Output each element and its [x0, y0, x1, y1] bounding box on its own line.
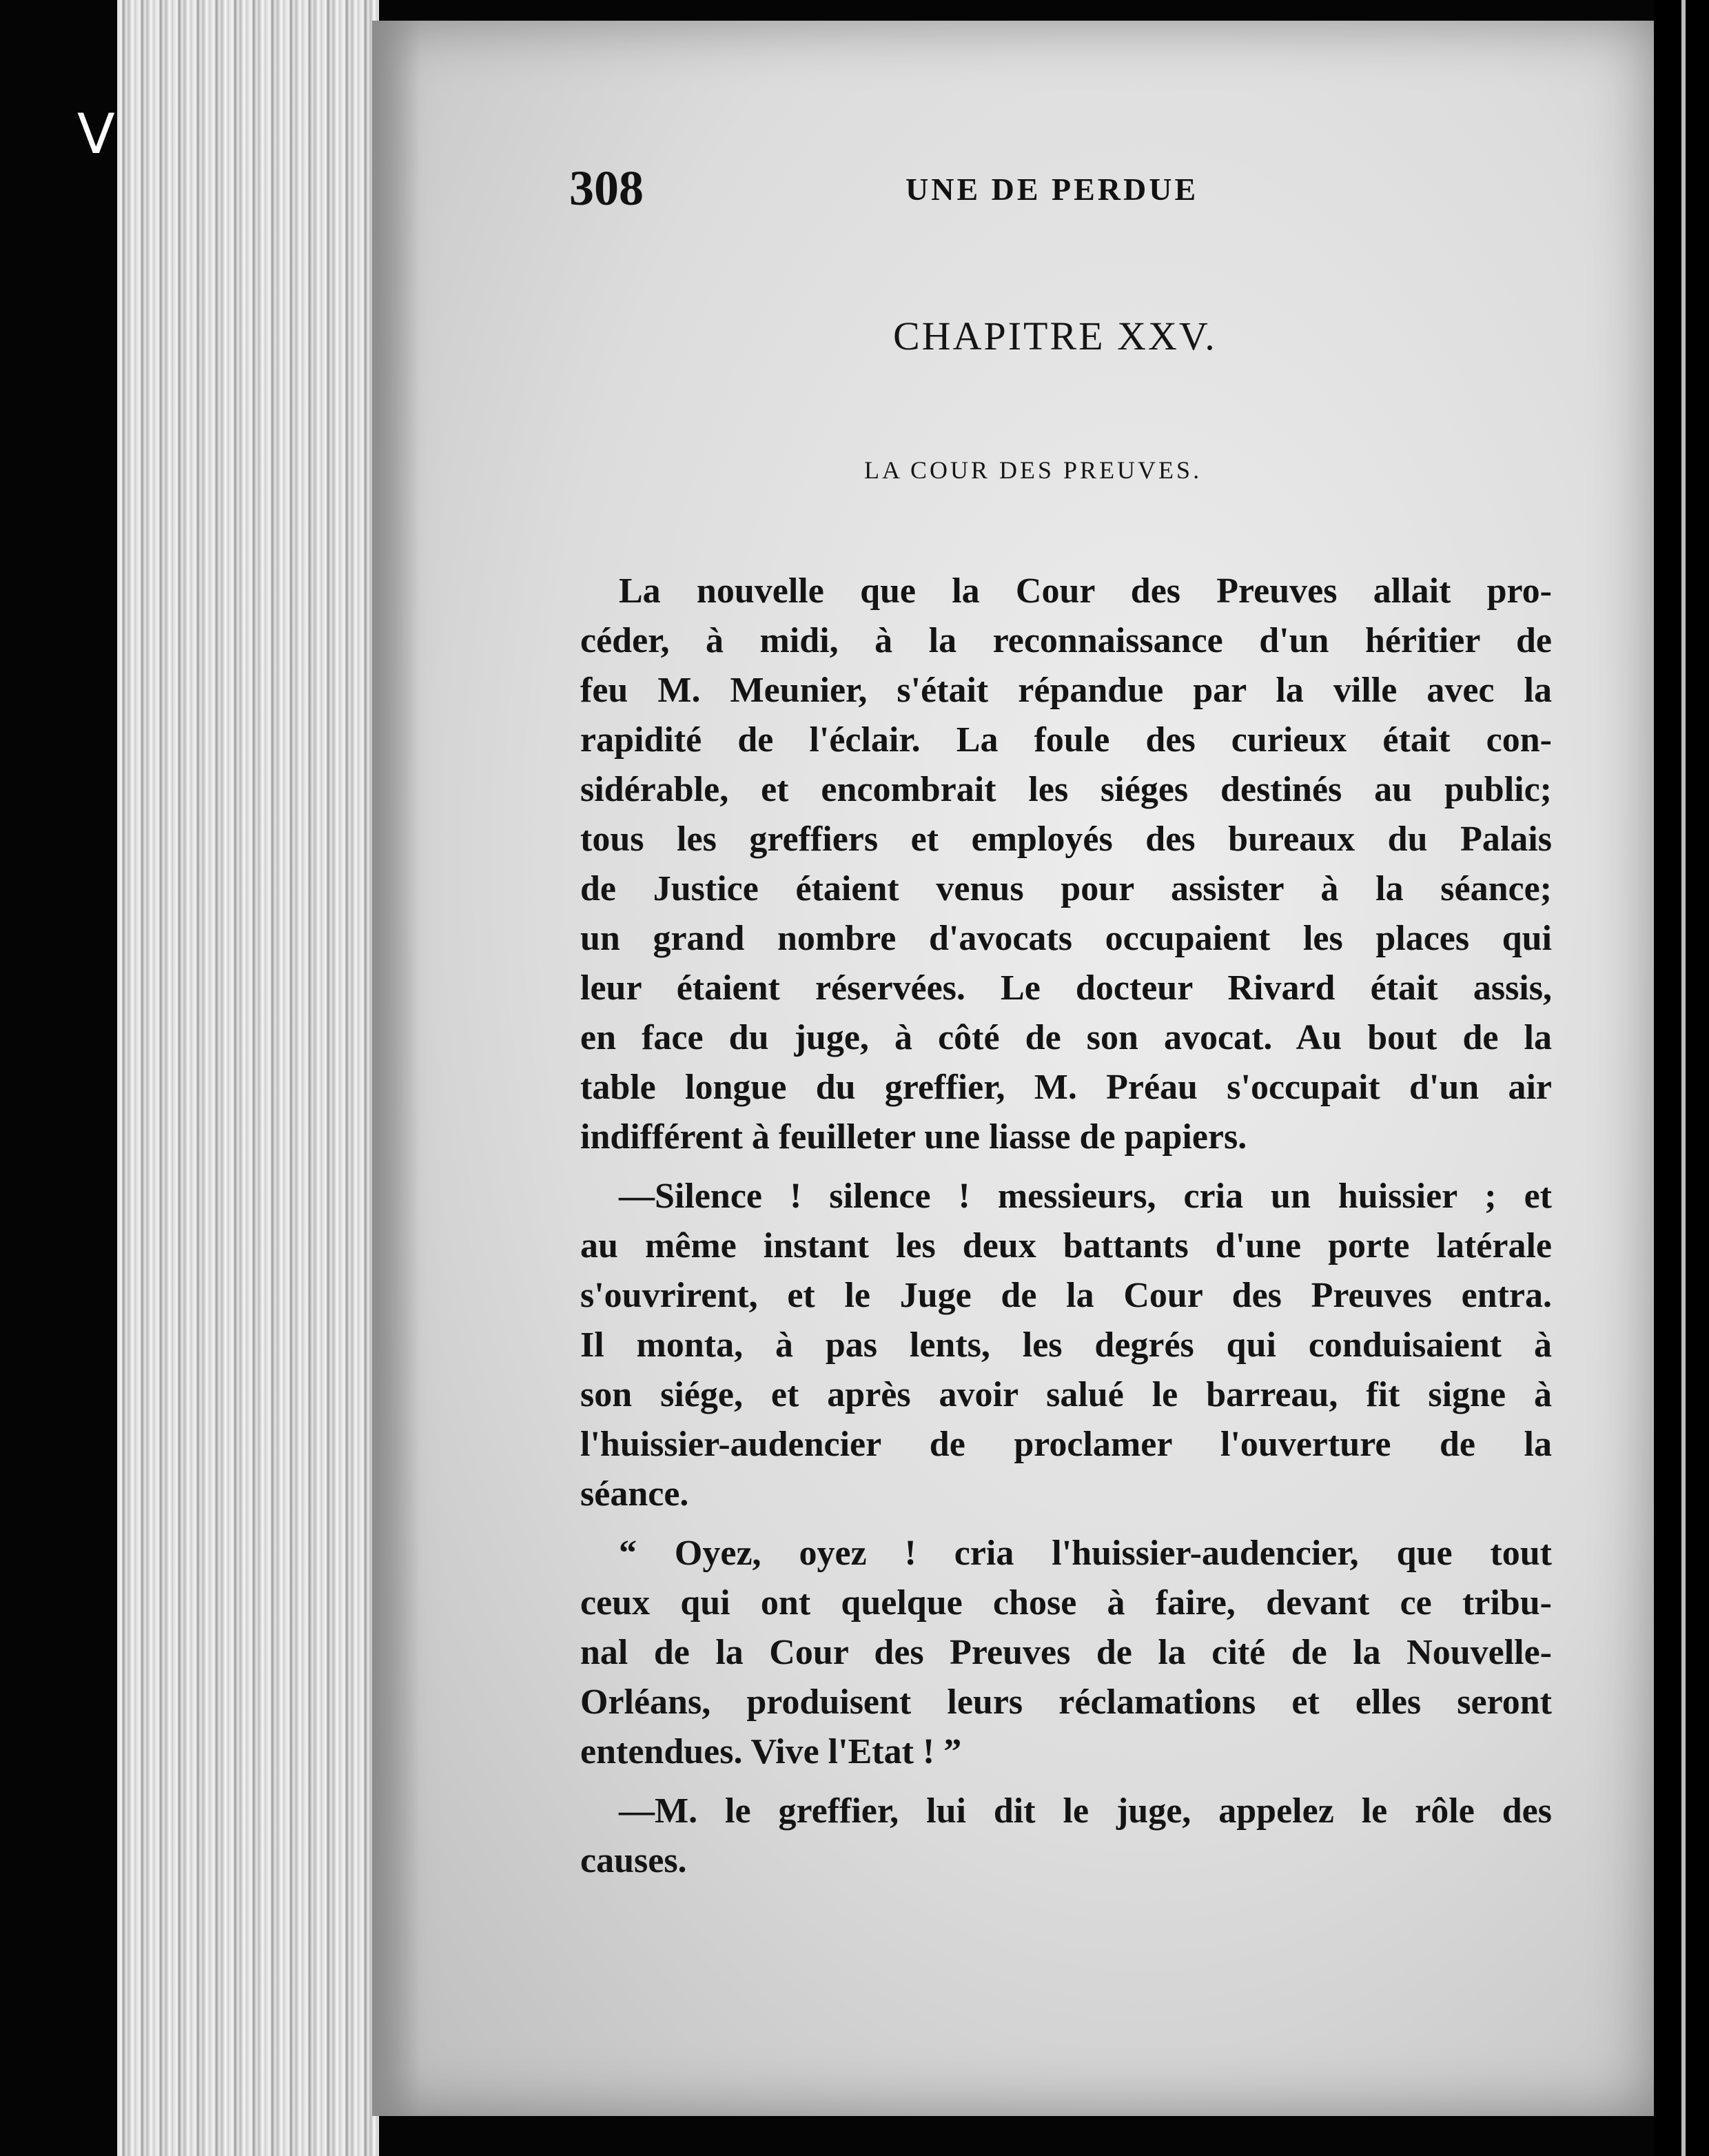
paragraph-gap	[580, 1777, 1552, 1787]
edge-mark: V	[77, 102, 115, 166]
text-line: l'huissier-audencier de proclamer l'ouverture de la	[580, 1425, 1552, 1464]
text-line: céder, à midi, à la reconnaissance d'un héritier de	[580, 621, 1552, 660]
running-title: UNE DE PERDUE	[905, 172, 1199, 207]
body-text	[580, 567, 1552, 1886]
text-line: causes.	[580, 1841, 687, 1880]
text-line: leur étaient réservées. Le docteur Rivard était assis,	[580, 968, 1552, 1008]
text-line: Il monta, à pas lents, les degrés qui conduisaient à	[580, 1325, 1552, 1365]
text-line: tous les greffiers et employés des bureaux du Palais	[580, 820, 1552, 859]
text-line: nal de la Cour des Preuves de la cité de la Nouvelle-	[580, 1633, 1552, 1672]
text-line: entendues. Vive l'Etat ! ”	[580, 1732, 962, 1771]
chapter-number: CHAPITRE XXV.	[893, 314, 1217, 358]
page-edges	[117, 0, 379, 2156]
leaf-gutter-shadow	[372, 21, 420, 2116]
paragraph	[580, 1529, 1552, 1777]
scanner-edge-line	[1681, 0, 1686, 2156]
chapter-title: LA COUR DES PREUVES.	[864, 456, 1203, 484]
text-line: “ Oyez, oyez ! cria l'huissier-audencier, que tout	[619, 1534, 1552, 1573]
text-line: rapidité de l'éclair. La foule des curieux était con-	[580, 720, 1552, 760]
text-line: table longue du greffier, M. Préau s'occupait d'un air	[580, 1068, 1552, 1107]
paragraph	[580, 1787, 1552, 1886]
text-line: indifférent à feuilleter une liasse de papiers.	[580, 1117, 1247, 1157]
text-line: ceux qui ont quelque chose à faire, devant ce tribu-	[580, 1583, 1552, 1623]
paragraph	[580, 567, 1552, 1162]
text-line: en face du juge, à côté de son avocat. Au bout de la	[580, 1018, 1552, 1057]
running-head	[569, 157, 1258, 219]
page-number: 308	[569, 161, 644, 216]
text-line: au même instant les deux battants d'une porte latérale	[580, 1226, 1552, 1265]
text-line: La nouvelle que la Cour des Preuves allait pro-	[619, 571, 1552, 611]
text-line: Orléans, produisent leurs réclamations et elles seront	[580, 1682, 1552, 1722]
text-line: —M. le greffier, lui dit le juge, appelez le rôle des	[619, 1791, 1552, 1831]
paragraph-gap	[580, 1519, 1552, 1529]
text-line: séance.	[580, 1474, 689, 1514]
text-line: un grand nombre d'avocats occupaient les places qui	[580, 919, 1552, 958]
text-line: —Silence ! silence ! messieurs, cria un huissier ; et	[619, 1177, 1552, 1216]
text-line: son siége, et après avoir salué le barreau, fit signe à	[580, 1375, 1552, 1414]
paragraph-gap	[580, 1162, 1552, 1172]
text-line: feu M. Meunier, s'était répandue par la ville avec la	[580, 671, 1552, 710]
text-line: de Justice étaient venus pour assister à la séance;	[580, 869, 1552, 908]
text-line: sidérable, et encombrait les siéges destinés au public;	[580, 770, 1552, 809]
paragraph	[580, 1172, 1552, 1519]
text-line: s'ouvrirent, et le Juge de la Cour des Preuves entra.	[580, 1276, 1552, 1315]
